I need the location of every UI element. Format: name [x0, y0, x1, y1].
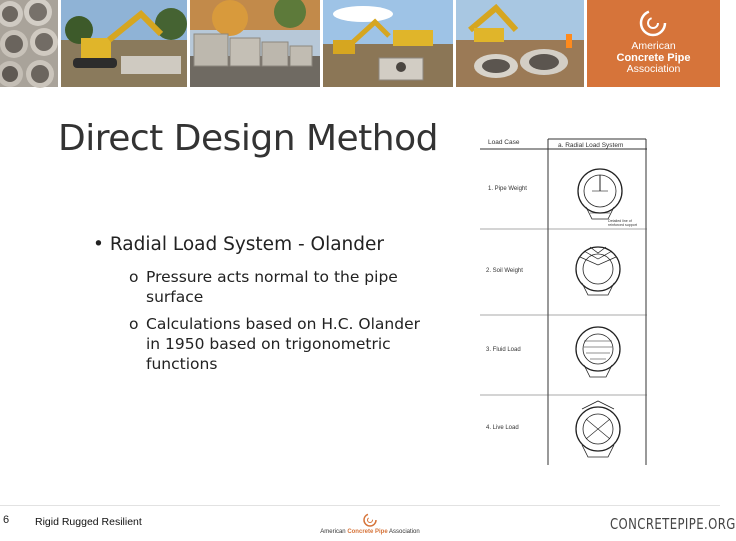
radial-load-figure — [480, 133, 647, 465]
photo-pipe-laying — [456, 0, 584, 87]
sub-bullet-text: Calculations based on H.C. Olander in 1950 based on trigonometric functions — [146, 315, 420, 373]
footer-logo — [310, 512, 430, 538]
acpa-logo — [587, 0, 720, 87]
sub-bullet-marker: o — [129, 315, 139, 333]
photo-pipe-stack — [0, 0, 58, 87]
photo-box-culverts — [190, 0, 320, 87]
sub-bullet-text: Pressure acts normal to the pipe surface — [146, 268, 398, 306]
slide-title: Direct Design Method — [58, 118, 438, 159]
footer-logo-text: American Concrete Pipe Association — [320, 529, 420, 535]
logo-line-2: Concrete Pipe — [616, 52, 691, 64]
photo-excavator — [61, 0, 187, 87]
logo-line-3: Association — [626, 63, 681, 75]
photo-construction-site — [323, 0, 453, 87]
figure-note-line-1: Detailed line of — [608, 219, 632, 223]
bullet-marker: • — [93, 234, 104, 255]
sub-bullet-2 — [129, 314, 429, 374]
website-link[interactable]: CONCRETEPIPE.ORG — [610, 515, 736, 533]
acpa-swirl-logo-icon — [310, 512, 430, 528]
header-banner — [0, 0, 720, 87]
page-number: 6 — [3, 514, 10, 526]
figure-row-fluid-load: 3. Fluid Load — [486, 347, 521, 353]
sub-bullet-marker: o — [129, 268, 139, 286]
sub-bullet-1 — [129, 267, 429, 307]
main-bullet — [93, 234, 384, 255]
figure-row-live-load: 4. Live Load — [486, 425, 519, 431]
figure-header-left: Load Case — [488, 139, 520, 146]
figure-row-pipe-weight: 1. Pipe Weight — [488, 186, 527, 192]
logo-line-1: American — [631, 40, 676, 52]
footer-tagline: Rigid Rugged Resilient — [35, 516, 142, 528]
acpa-swirl-logo-icon — [638, 8, 668, 38]
figure-note-line-2: reinforced support — [608, 223, 637, 227]
figure-header-right: a. Radial Load System — [558, 142, 624, 149]
bullet-text: Radial Load System - Olander — [109, 234, 385, 255]
figure-row-soil-weight: 2. Soil Weight — [486, 268, 523, 274]
